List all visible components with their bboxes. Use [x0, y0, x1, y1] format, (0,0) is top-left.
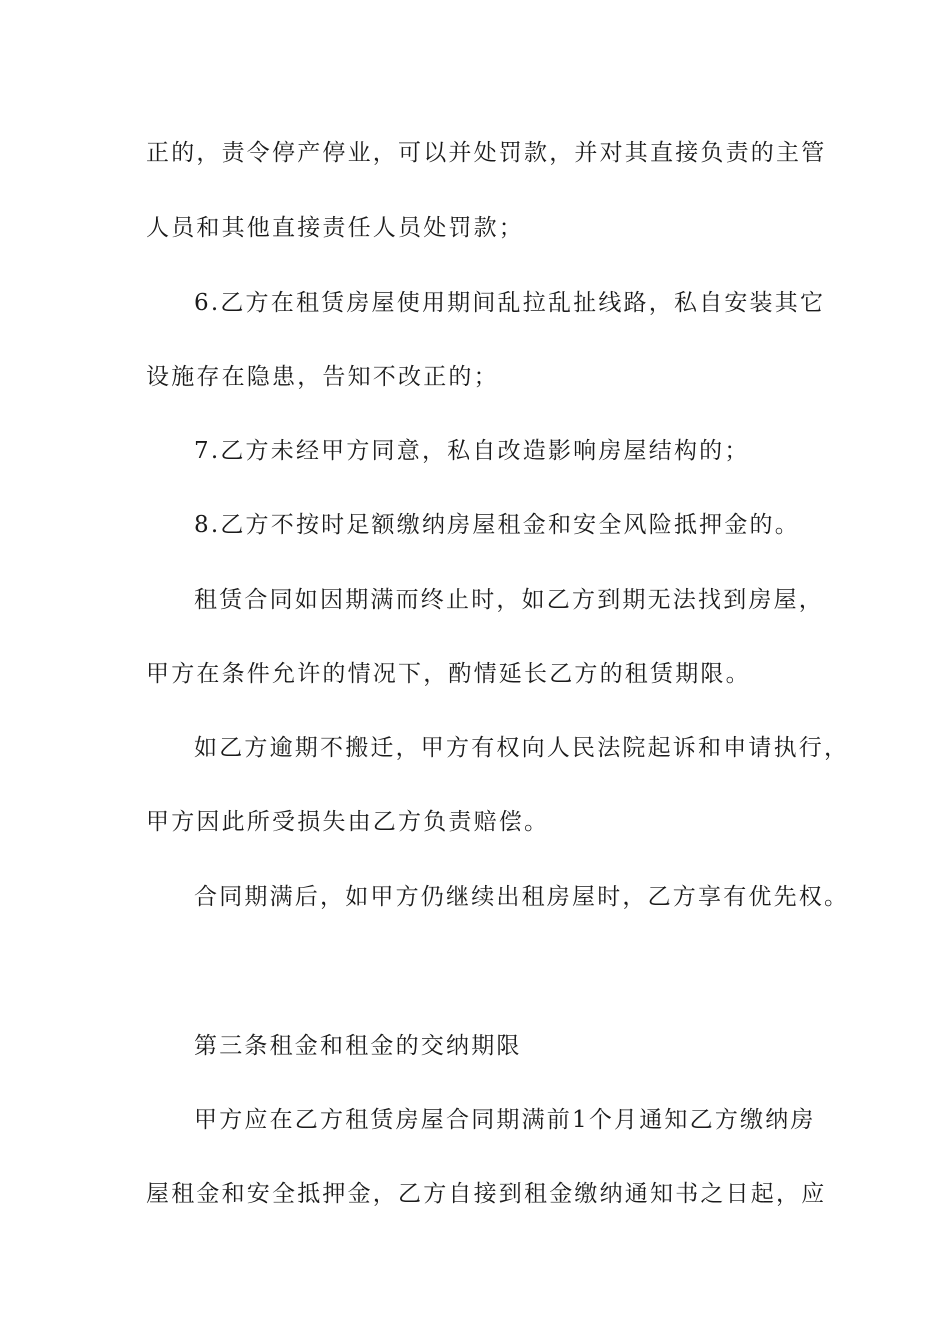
paragraph-line: 甲方因此所受损失由乙方负责赔偿。	[146, 809, 550, 835]
clause-6-line: 6.乙方在租赁房屋使用期间乱拉乱扯线路，私自安装其它	[194, 290, 826, 316]
paragraph-line: 设施存在隐患，告知不改正的；	[146, 364, 499, 390]
paragraph-line: 正的，责令停产停业，可以并处罚款，并对其直接负责的主管	[146, 140, 827, 166]
paragraph-line: 屋租金和安全抵押金，乙方自接到租金缴纳通知书之日起，应	[146, 1181, 827, 1207]
paragraph-line: 人员和其他直接责任人员处罚款；	[146, 215, 524, 241]
paragraph-line: 合同期满后，如甲方仍继续出租房屋时，乙方享有优先权。	[194, 884, 850, 910]
paragraph-line: 租赁合同如因期满而终止时，如乙方到期无法找到房屋，	[194, 587, 824, 613]
section-heading: 第三条租金和租金的交纳期限	[194, 1033, 522, 1059]
clause-8-line: 8.乙方不按时足额缴纳房屋租金和安全风险抵押金的。	[194, 512, 800, 538]
clause-7-line: 7.乙方未经甲方同意，私自改造影响房屋结构的；	[194, 438, 750, 464]
paragraph-line: 甲方在条件允许的情况下，酌情延长乙方的租赁期限。	[146, 661, 751, 687]
paragraph-line: 如乙方逾期不搬迁，甲方有权向人民法院起诉和申请执行，	[194, 735, 850, 761]
paragraph-line: 甲方应在乙方租赁房屋合同期满前1个月通知乙方缴纳房	[194, 1107, 816, 1133]
